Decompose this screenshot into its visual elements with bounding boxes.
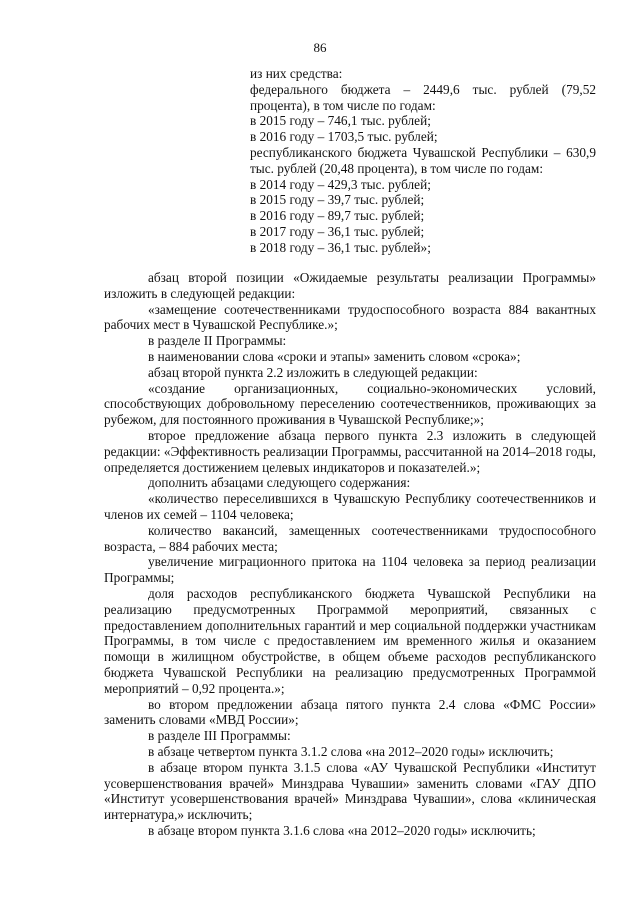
- page-number: 86: [313, 40, 327, 55]
- paragraph: в разделе II Программы:: [148, 333, 287, 349]
- funding-line: в 2018 году – 36,1 тыс. рублей»;: [250, 239, 431, 255]
- paragraph: второе предложение абзаца первого пункта 2.3 изложить в следующей редакции: «Эффективность реализации Программы, рассчитанной на 2014–2018 годы, определяется достижением целевых индикаторов и показателей.»;: [104, 427, 596, 475]
- paragraph: в абзаце втором пункта 3.1.6 слова «на 2012–2020 годы» исключить;: [148, 822, 536, 838]
- funding-line: в 2016 году – 89,7 тыс. рублей;: [250, 208, 425, 224]
- paragraph: в абзаце четвертом пункта 3.1.2 слова «на 2012–2020 годы» исключить;: [148, 743, 554, 759]
- paragraph: «замещение соотечественниками трудоспособного возраста 884 вакантных рабочих мест в Чувашской Республике.»;: [104, 301, 596, 333]
- funding-line: республиканского бюджета Чувашской Республики – 630,9 тыс. рублей (20,48 процента), в том числе по годам:: [250, 144, 596, 176]
- funding-breakdown: [250, 66, 596, 256]
- paragraph: в абзаце втором пункта 3.1.5 слова «АУ Чувашской Республики «Институт усовершенствования врачей» Минздрава Чувашии» заменить словами «ГАУ ДПО «Институт усовершенствования врачей» Минздрава Чувашии», слова «клиническая интернатура,» исключить;: [104, 759, 596, 823]
- funding-line: в 2015 году – 39,7 тыс. рублей;: [250, 192, 425, 208]
- funding-line: из них средства:: [250, 66, 343, 81]
- paragraph: «создание организационных, социально-экономических условий, способствующих добровольному переселению соотечественников, проживающих за рубежом, для постоянного проживания в Чувашской Республике;»;: [104, 380, 596, 428]
- paragraph: увеличение миграционного притока на 1104 человека за период реализации Программы;: [104, 554, 596, 586]
- paragraph: «количество переселившихся в Чувашскую Республику соотечественников и членов их семей – 1104 человека;: [104, 491, 596, 522]
- amendments-text: [104, 270, 596, 839]
- paragraph: абзац второй позиции «Ожидаемые результаты реализации Программы» изложить в следующей редакции:: [104, 270, 596, 301]
- paragraph: в наименовании слова «сроки и этапы» заменить словом «срока»;: [148, 348, 521, 364]
- funding-line: в 2017 году – 36,1 тыс. рублей;: [250, 223, 425, 239]
- paragraph: абзац второй пункта 2.2 изложить в следующей редакции:: [148, 364, 478, 380]
- paragraph: во втором предложении абзаца пятого пункта 2.4 слова «ФМС России» заменить словами «МВД России»;: [104, 696, 596, 728]
- funding-line: федерального бюджета – 2449,6 тыс. рублей (79,52 процента), в том числе по годам:: [250, 81, 596, 113]
- funding-line: в 2016 году – 1703,5 тыс. рублей;: [250, 129, 438, 145]
- funding-line: в 2014 году – 429,3 тыс. рублей;: [250, 176, 431, 192]
- paragraph: дополнить абзацами следующего содержания:: [148, 475, 411, 491]
- paragraph: количество вакансий, замещенных соотечественниками трудоспособного возраста, – 884 рабочих места;: [104, 522, 596, 554]
- paragraph: в разделе III Программы:: [148, 728, 291, 744]
- paragraph: доля расходов республиканского бюджета Чувашской Республики на реализацию предусмотренных Программой мероприятий, связанных с предоставлением дополнительных гарантий и мер социальной поддержки участникам Программы, в том числе с предоставлением им временного жилья и оказанием помощи в жилищном обустройстве, в общем объеме расходов республиканского бюджета Чувашской Республики на реализацию предусмотренных Программой мероприятий – 0,92 процента.»;: [104, 585, 596, 696]
- funding-line: в 2015 году – 746,1 тыс. рублей;: [250, 113, 431, 129]
